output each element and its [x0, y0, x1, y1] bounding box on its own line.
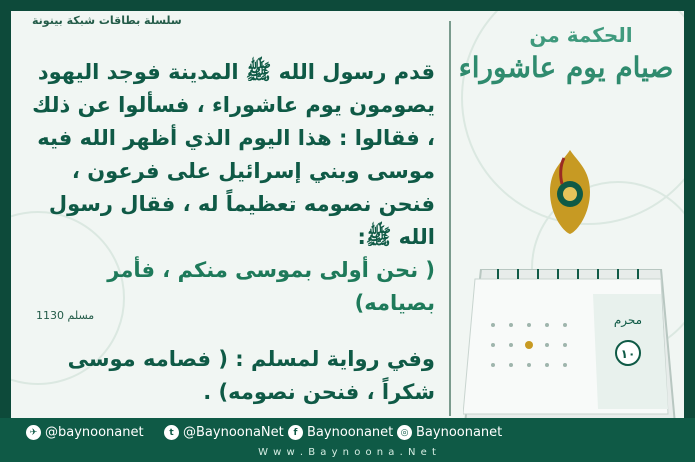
hadith-quote: ( نحن أولى بموسى منكم ، فأمر بصيامه)	[107, 258, 435, 315]
calendar-day: ١٠	[620, 347, 636, 361]
ornament-icon	[542, 146, 597, 238]
telegram-icon: ✈	[26, 425, 41, 440]
twitter-link[interactable]	[164, 425, 284, 440]
series-title: سلسلة بطاقات شبكة بينونة	[32, 14, 182, 27]
facebook-icon: f	[288, 425, 303, 440]
facebook-handle: Baynoonanet	[307, 425, 394, 440]
brand-subtitle: الحكمة من	[529, 23, 633, 47]
instagram-icon: ◎	[397, 425, 412, 440]
telegram-link[interactable]	[26, 425, 144, 440]
instagram-link[interactable]	[397, 425, 502, 440]
twitter-icon: t	[164, 425, 179, 440]
footer-bar	[0, 418, 695, 462]
narration-text: وفي رواية لمسلم : ( فصامه موسى شكراً ، فنحن نصومه) .	[67, 347, 435, 404]
calendar-month: محرم	[613, 313, 643, 327]
facebook-link[interactable]	[288, 425, 393, 440]
content-card	[11, 11, 684, 418]
telegram-handle: @baynoonanet	[45, 425, 144, 440]
calendar-illustration	[463, 269, 678, 418]
hadith-paragraph: قدم رسول الله ﷺ المدينة فوجد اليهود يصومون يوم عاشوراء ، فسألوا عن ذلك ، فقالوا : هذا اليوم الذي أظهر الله فيه موسى وبني إسرائيل على فرعون ، فنحن نصومه تعظيماً له ، فقال رسول الله ﷺ:	[32, 60, 435, 249]
twitter-handle: @BaynoonaNet	[183, 425, 284, 440]
website-url[interactable]: W w w . B a y n o o n a . N e t	[258, 447, 437, 458]
hadith-text	[25, 56, 435, 320]
hadith-source: مسلم 1130	[36, 309, 95, 322]
instagram-handle: Baynoonanet	[416, 425, 503, 440]
brand-title: صيام يوم عاشوراء	[458, 51, 674, 84]
